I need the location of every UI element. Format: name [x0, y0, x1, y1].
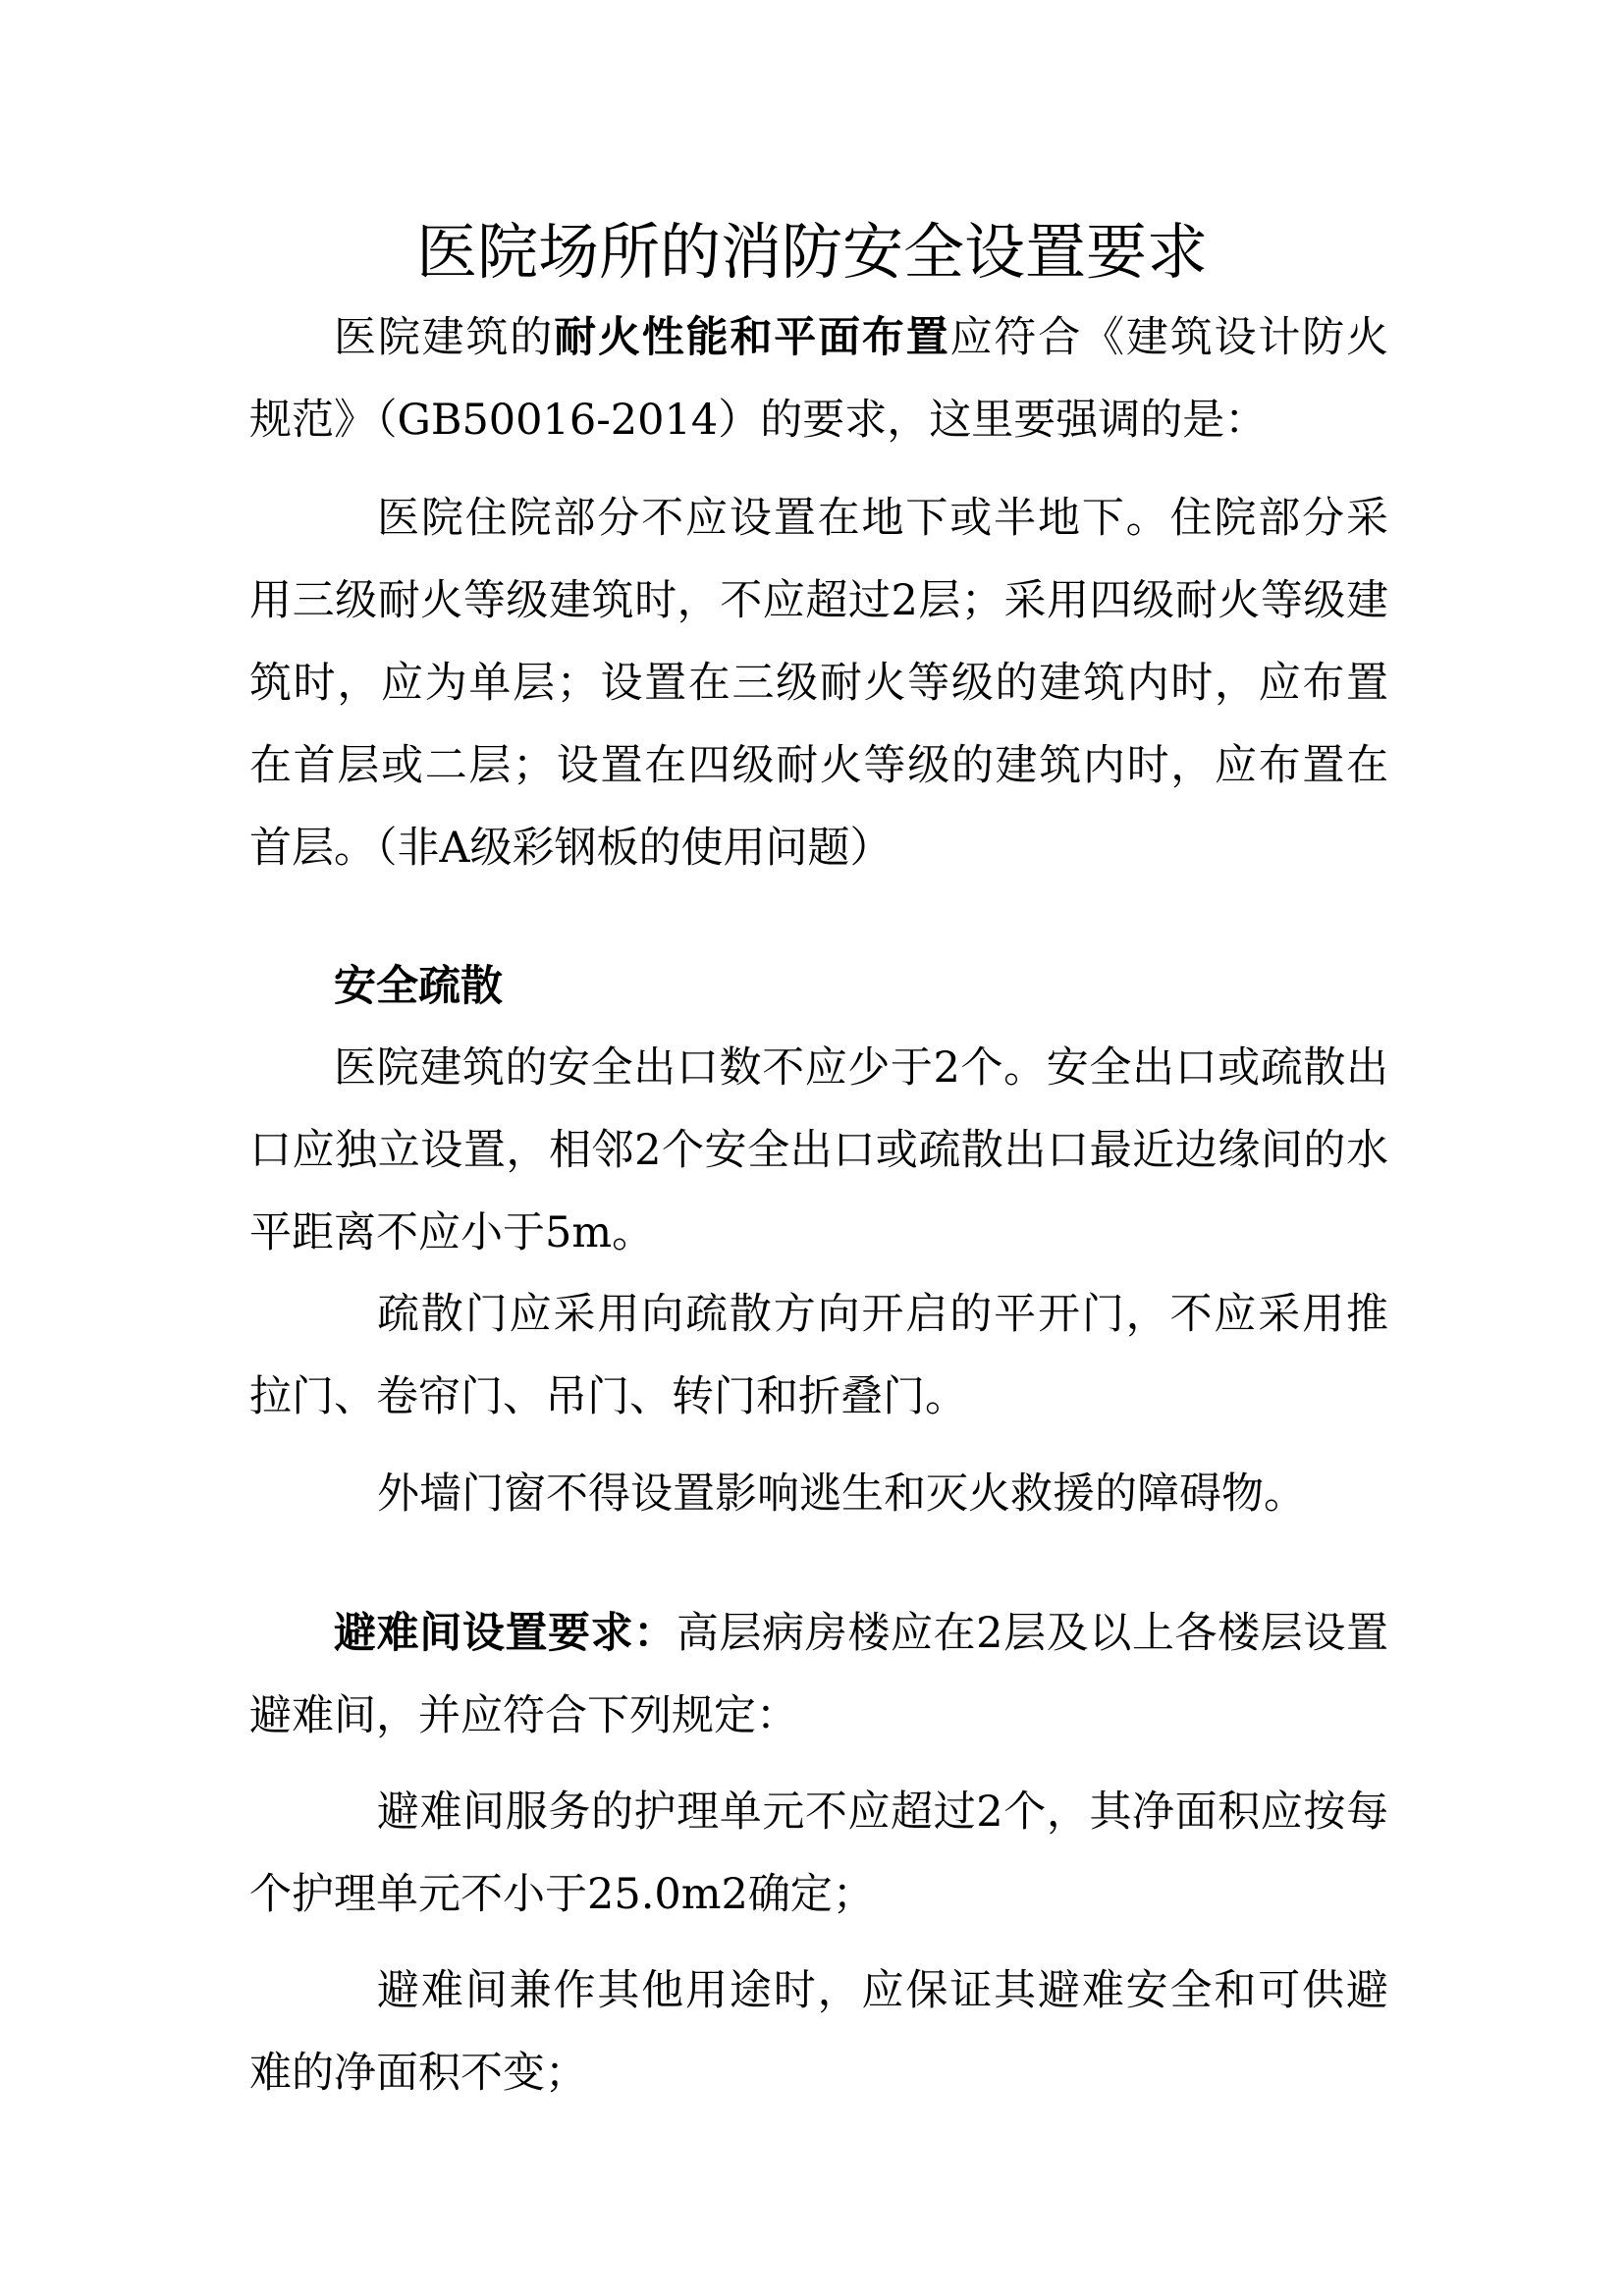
paragraph-evacuation-doors: 疏散门应采用向疏散方向开启的平开门，不应采用推拉门、卷帘门、吊门、转门和折叠门。 — [249, 1290, 1388, 1421]
paragraph-exterior-windows: 外墙门窗不得设置影响逃生和灭火救援的障碍物。 — [377, 1469, 1306, 1519]
paragraph-refuge-room: 避难间设置要求：高层病房楼应在2层及以上各楼层设置避难间，并应符合下列规定： — [249, 1609, 1389, 1740]
paragraph-other-uses: 避难间兼作其他用途时，应保证其避难安全和可供避难的净面积不变； — [249, 1966, 1388, 2098]
paragraph-nursing-units: 避难间服务的护理单元不应超过2个，其净面积应按每个护理单元不小于25.0m2确定； — [249, 1788, 1388, 1919]
paragraph-fire-resistance: 医院建筑的耐火性能和平面布置应符合《建筑设计防火规范》（GB50016-2014）的要求，这里要强调的是： — [249, 313, 1389, 445]
heading-safe-evacuation: 安全疏散 — [334, 962, 503, 1011]
paragraph-inpatient: 医院住院部分不应设置在地下或半地下。住院部分采用三级耐火等级建筑时，不应超过2层；采用四级耐火等级建筑时，应为单层；设置在三级耐火等级的建筑内时，应布置在首层或二层；设置在四级耐火等级的建筑内时，应布置在首层。（非A级彩钢板的使用问题） — [249, 494, 1388, 873]
paragraph-exits: 医院建筑的安全出口数不应少于2个。安全出口或疏散出口应独立设置，相邻2个安全出口或疏散出口最近边缘间的水平距离不应小于5m。 — [249, 1043, 1388, 1257]
document-title: 医院场所的消防安全设置要求 — [415, 216, 1208, 288]
